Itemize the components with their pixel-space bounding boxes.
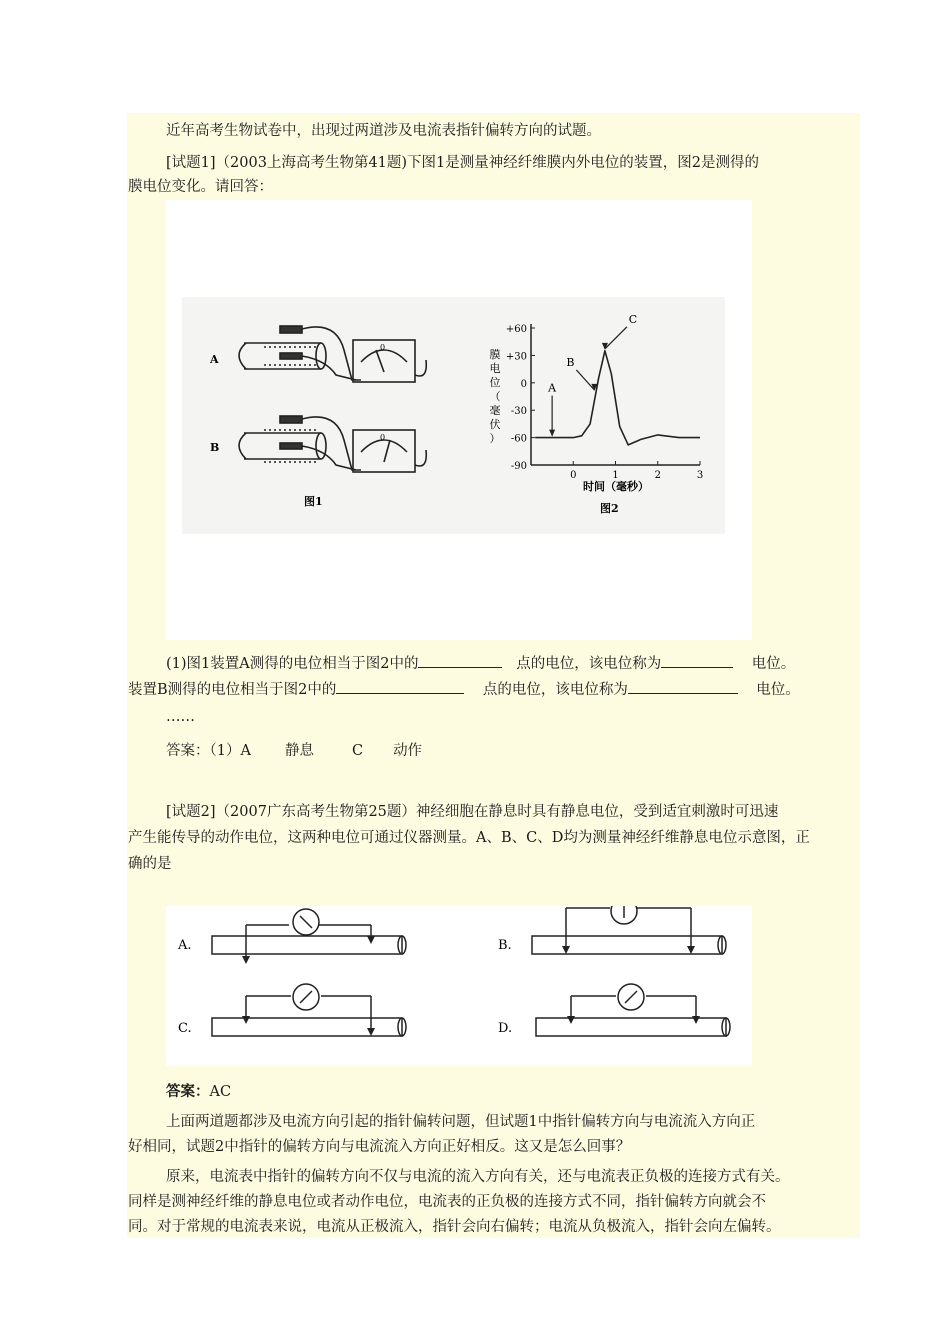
answer-part-2: 静息 xyxy=(284,743,314,759)
y-axis-title-char: 位 xyxy=(489,376,501,389)
meter-a-zero: 0 xyxy=(380,343,386,352)
discussion-p1-line1: 上面两道题都涉及电流方向引起的指针偏转问题，但试题1中指针偏转方向与电流流入方向正 xyxy=(166,1114,756,1130)
discussion-p2-line2: 同样是测神经纤维的静息电位或者动作电位，电流表的正负极的连接方式不同，指针偏转方向就会不 xyxy=(128,1194,766,1210)
y-axis-title-char: 毫 xyxy=(489,404,501,417)
answer-blank-1[interactable] xyxy=(418,653,502,668)
x-tick-label: 1 xyxy=(612,470,619,481)
option-a-diagram xyxy=(212,909,406,962)
option-a-label: A. xyxy=(178,938,192,953)
y-axis-title-char: 膜 xyxy=(489,348,501,361)
y-tick-label: -90 xyxy=(510,461,527,472)
x-tick-label: 3 xyxy=(696,470,704,481)
answer-part-1: （1）A xyxy=(209,743,251,759)
annotation-label-A: A xyxy=(548,381,557,395)
annotation-arrow xyxy=(576,370,594,390)
meter-b-zero: 0 xyxy=(380,433,386,442)
answer-blank-2[interactable] xyxy=(661,653,733,668)
sub2-text-c: 电位。 xyxy=(756,682,800,698)
option-d-label: D. xyxy=(498,1021,513,1036)
x-tick-label: 0 xyxy=(570,470,577,481)
answer2-value: AC xyxy=(209,1084,232,1100)
y-tick-label: 0 xyxy=(520,378,527,390)
option-c-diagram xyxy=(212,984,406,1036)
question2-figure xyxy=(166,906,752,1066)
device-b xyxy=(239,416,426,472)
intro-paragraph: 近年高考生物试卷中，出现过两道涉及电流表指针偏转方向的试题。 xyxy=(166,123,601,139)
question1-line2: 膜电位变化。请回答： xyxy=(128,179,273,195)
device-a-label: A xyxy=(210,353,219,366)
potential-curve xyxy=(535,351,700,445)
answer-label: 答案： xyxy=(166,743,210,759)
y-axis-title-char: 伏 xyxy=(489,418,501,431)
y-tick-label: +60 xyxy=(505,324,527,335)
y-tick-label: -30 xyxy=(510,406,527,418)
question1-sub2 xyxy=(128,679,800,700)
membrane-potential-chart xyxy=(490,313,704,493)
annotation-arrowhead xyxy=(549,430,555,437)
x-axis-title: 时间（毫秒） xyxy=(583,480,649,493)
figure1-caption: 图1 xyxy=(304,495,323,508)
question1-answer xyxy=(166,741,422,761)
sub1-text-a: (1)图1装置A测得的电位相当于图2中的 xyxy=(166,656,419,672)
ellipsis: …… xyxy=(166,709,195,725)
discussion-p2-line1: 原来，电流表中指针的偏转方向不仅与电流的流入方向有关，还与电流表正负极的连接方式有关。 xyxy=(166,1169,790,1185)
option-c-label: C. xyxy=(178,1021,192,1036)
y-axis-title-char: ） xyxy=(489,432,501,445)
answer-part-4: 动作 xyxy=(393,743,423,759)
sub1-text-b: 点的电位，该电位称为 xyxy=(516,656,662,672)
answer-blank-3[interactable] xyxy=(336,679,464,694)
x-tick-label: 2 xyxy=(654,470,661,481)
sub2-text-b: 点的电位，该电位称为 xyxy=(482,682,628,698)
answer2-label: 答案： xyxy=(166,1083,210,1100)
y-tick-label: +30 xyxy=(505,351,527,363)
question2-line3: 确的是 xyxy=(128,856,172,872)
device-a xyxy=(239,326,426,382)
option-b-label: B. xyxy=(498,938,512,953)
discussion-p1-line2: 好相同，试题2中指针的偏转方向与电流流入方向正好相反。这又是怎么回事？ xyxy=(128,1139,631,1155)
question1-line1: [试题1]（2003上海高考生物第41题)下图1是测量神经纤维膜内外电位的装置，图2是测得的 xyxy=(166,155,759,171)
option-b-diagram xyxy=(532,906,726,954)
annotation-label-B: B xyxy=(566,355,575,369)
sub1-text-c: 电位。 xyxy=(751,656,796,672)
answer-blank-4[interactable] xyxy=(628,679,738,694)
question1-figure xyxy=(166,200,752,640)
annotation-label-C: C xyxy=(628,312,638,326)
question2-line2: 产生能传导的动作电位，这两种电位可通过仪器测量。A、B、C、D均为测量神经纤维静息电位示意图，正 xyxy=(128,830,810,846)
question2-line1: [试题2]（2007广东高考生物第25题）神经细胞在静息时具有静息电位，受到适宜刺激时可迅速 xyxy=(166,804,779,820)
figure2-caption: 图2 xyxy=(600,502,619,515)
y-axis-title-char: 电 xyxy=(489,362,501,375)
question2-answer xyxy=(166,1082,231,1102)
y-axis-title-char: （ xyxy=(489,390,501,403)
annotation-arrow xyxy=(605,327,627,349)
discussion-p2-line3: 同。对于常规的电流表来说，电流从正极流入，指针会向右偏转；电流从负极流入，指针会向左偏转。 xyxy=(128,1219,781,1235)
option-d-diagram xyxy=(536,984,730,1036)
question1-sub1 xyxy=(166,653,795,674)
device-b-label: B xyxy=(210,441,220,454)
answer-part-3: C xyxy=(351,743,364,759)
question2-figure-svg xyxy=(166,906,752,1066)
sub2-text-a: 装置B测得的电位相当于图2中的 xyxy=(128,682,337,698)
y-tick-label: -60 xyxy=(510,433,527,445)
question1-figure-svg xyxy=(166,200,752,640)
